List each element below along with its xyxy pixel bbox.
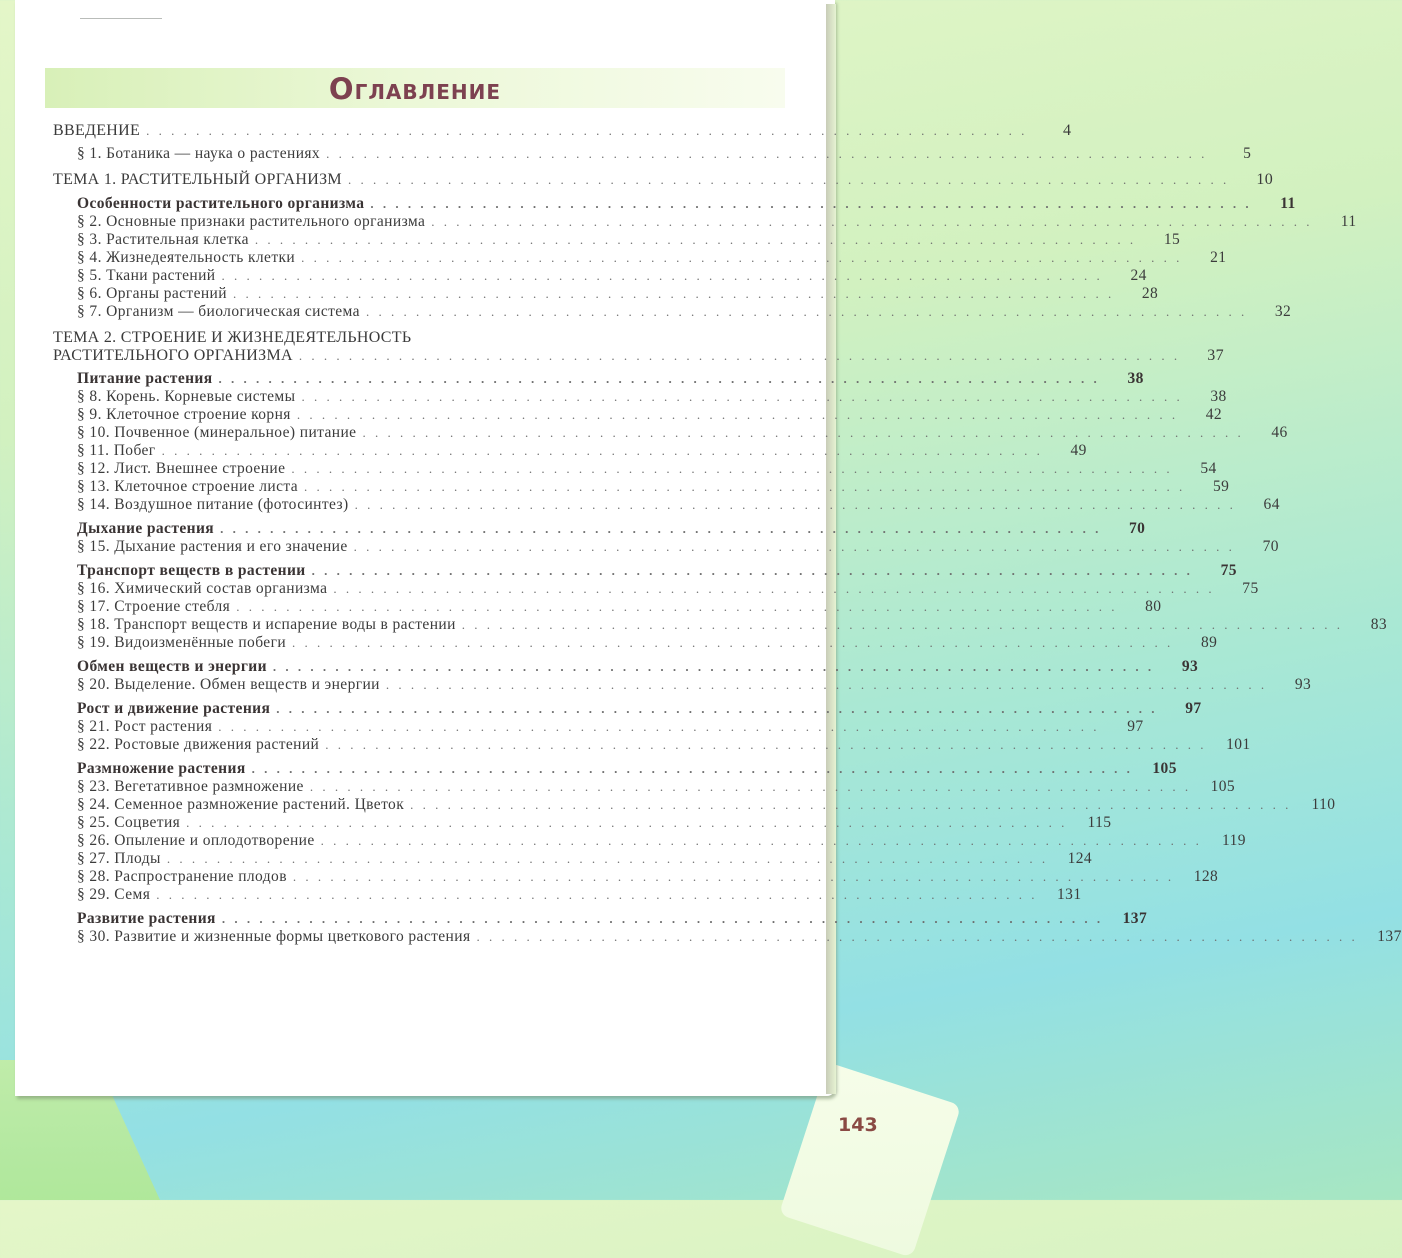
toc-entry-title: § 30. Развитие и жизненные формы цветкового растения (77, 928, 471, 945)
toc-entry-page: 97 (1127, 718, 1144, 735)
toc-entry-p27[interactable] (53, 850, 1093, 868)
toc-entry-title: Обмен веществ и энергии (77, 658, 267, 675)
toc-entry-p1[interactable] (53, 145, 1252, 163)
dot-leader: . . . . . . . . . . . . . . . . . . . . . . . . . . . . . . . . . . . . . . . . . . . . . . . . . . . . . . . . . . . . . . . . . . . . . . . (254, 232, 1137, 247)
dot-leader: . . . . . . . . . . . . . . . . . . . . . . . . . . . . . . . . . . . . . . . . . . . . . . . . . . . . . . . . . . . . . . . . . . . . . . . (304, 479, 1186, 494)
toc-entry-page: 10 (1256, 171, 1274, 188)
toc-entry-title: § 23. Вегетативное размножение (77, 778, 304, 795)
toc-entry-title: § 21. Рост растения (77, 718, 213, 735)
toc-entry-page: 105 (1152, 760, 1177, 777)
page-title: Оглавление (328, 72, 502, 106)
toc-entry-page: 49 (1070, 442, 1087, 459)
toc-entry-page: 137 (1377, 928, 1402, 945)
toc-entry-title: ВВЕДЕНИЕ (53, 122, 141, 139)
toc-entry-p23[interactable] (53, 778, 1236, 796)
toc-entry-page: 64 (1263, 496, 1280, 513)
dot-leader: . . . . . . . . . . . . . . . . . . . . . . . . . . . . . . . . . . . . . . . . . . . . . . . . . . . . . . . . . . . . . . . . . . . . . . . (236, 599, 1118, 614)
toc-entry-page: 32 (1274, 303, 1292, 320)
toc-entry-p2[interactable] (53, 213, 1357, 231)
toc-entry-page: 11 (1340, 213, 1357, 230)
toc-entry-p21[interactable] (53, 718, 1144, 736)
dot-leader: . . . . . . . . . . . . . . . . . . . . . . . . . . . . . . . . . . . . . . . . . . . . . . . . . . . . . . . . . . . . . . . . . . . . . . . (251, 761, 1133, 776)
toc-entry-title: § 26. Опыление и оплодотворение (77, 832, 315, 849)
toc-entry-page: 54 (1200, 460, 1217, 477)
toc-entry-title: Особенности растительного организма (77, 195, 365, 212)
toc-entry-p18[interactable] (53, 616, 1388, 634)
toc-entry-page: 75 (1242, 580, 1259, 597)
dot-leader: . . . . . . . . . . . . . . . . . . . . . . . . . . . . . . . . . . . . . . . . . . . . . . . . . . . . . . . . . . . . . . . . . . . . . . . (146, 123, 1028, 138)
dot-leader: . . . . . . . . . . . . . . . . . . . . . . . . . . . . . . . . . . . . . . . . . . . . . . . . . . . . . . . . . . . . . . . . . . . . . . . (166, 851, 1049, 866)
toc-entry-page: 131 (1057, 886, 1082, 903)
dot-leader: . . . . . . . . . . . . . . . . . . . . . . . . . . . . . . . . . . . . . . . . . . . . . . . . . . . . . . . . . . . . . . . . . . . . . . . (291, 461, 1173, 476)
toc-entry-page: 28 (1141, 285, 1159, 302)
toc-entry-title: Питание растения (77, 370, 213, 387)
dot-leader: . . . . . . . . . . . . . . . . . . . . . . . . . . . . . . . . . . . . . . . . . . . . . . . . . . . . . . . . . . . . . . . . . . . . . . . (410, 797, 1292, 812)
toc-entry-title: Развитие растения (77, 910, 216, 927)
toc-entry-title: § 2. Основные признаки растительного организма (77, 213, 426, 230)
toc-entry-title: § 17. Строение стебля (77, 598, 231, 615)
dot-leader: . . . . . . . . . . . . . . . . . . . . . . . . . . . . . . . . . . . . . . . . . . . . . . . . . . . . . . . . . . . . . . . . . . . . . . . (301, 250, 1183, 265)
dot-leader: . . . . . . . . . . . . . . . . . . . . . . . . . . . . . . . . . . . . . . . . . . . . . . . . . . . . . . . . . . . . . . . . . . . . . . . (161, 443, 1043, 458)
toc-section-nutrition[interactable] (53, 370, 1144, 388)
toc-entry-page: 5 (1243, 145, 1252, 162)
toc-entry-page: 21 (1210, 249, 1227, 266)
dot-leader: . . . . . . . . . . . . . . . . . . . . . . . . . . . . . . . . . . . . . . . . . . . . . . . . . . . . . . . . . . . . . . . . . . . . . . . (298, 348, 1181, 363)
toc-entry-title: Рост и движение растения (77, 700, 271, 717)
toc-entry-p9[interactable] (53, 406, 1223, 424)
toc-entry-p4[interactable] (53, 249, 1227, 267)
toc-entry-title: § 14. Воздушное питание (фотосинтез) (77, 496, 349, 513)
dot-leader: . . . . . . . . . . . . . . . . . . . . . . . . . . . . . . . . . . . . . . . . . . . . . . . . . . . . . . . . . . . . . . . . . . . . . . . (385, 677, 1268, 692)
toc-entry-p22[interactable] (53, 736, 1251, 754)
dot-leader: . . . . . . . . . . . . . . . . . . . . . . . . . . . . . . . . . . . . . . . . . . . . . . . . . . . . . . . . . . . . . . . . . . . . . . . (370, 196, 1252, 211)
toc-entry-title: § 27. Плоды (77, 850, 161, 867)
toc-entry-theme-1[interactable] (53, 171, 1274, 189)
dot-leader: . . . . . . . . . . . . . . . . . . . . . . . . . . . . . . . . . . . . . . . . . . . . . . . . . . . . . . . . . . . . . . . . . . . . . . . (221, 268, 1103, 283)
toc-entry-title: § 13. Клеточное строение листа (77, 478, 299, 495)
dot-leader: . . . . . . . . . . . . . . . . . . . . . . . . . . . . . . . . . . . . . . . . . . . . . . . . . . . . . . . . . . . . . . . . . . . . . . . (301, 389, 1183, 404)
toc-entry-page: 80 (1145, 598, 1162, 615)
toc-entry-title: Размножение растения (77, 760, 246, 777)
dot-leader: . . . . . . . . . . . . . . . . . . . . . . . . . . . . . . . . . . . . . . . . . . . . . . . . . . . . . . . . . . . . . . . . . . . . . . . (476, 929, 1358, 944)
toc-entry-title: РАСТИТЕЛЬНОГО ОРГАНИЗМА (53, 347, 293, 364)
dot-leader: . . . . . . . . . . . . . . . . . . . . . . . . . . . . . . . . . . . . . . . . . . . . . . . . . . . . . . . . . . . . . . . . . . . . . . . (292, 869, 1175, 884)
dot-leader: . . . . . . . . . . . . . . . . . . . . . . . . . . . . . . . . . . . . . . . . . . . . . . . . . . . . . . . . . . . . . . . . . . . . . . . (232, 286, 1115, 301)
dot-leader: . . . . . . . . . . . . . . . . . . . . . . . . . . . . . . . . . . . . . . . . . . . . . . . . . . . . . . . . . . . . . . . . . . . . . . . (326, 146, 1208, 161)
toc-entry-page: 128 (1193, 868, 1219, 885)
dot-leader: . . . . . . . . . . . . . . . . . . . . . . . . . . . . . . . . . . . . . . . . . . . . . . . . . . . . . . . . . . . . . . . . . . . . . . . (218, 719, 1100, 734)
toc-entry-title: § 28. Распространение плодов (77, 868, 287, 885)
toc-entry-title: § 29. Семя (77, 886, 151, 903)
toc-entry-p6[interactable] (53, 285, 1159, 303)
dot-leader: . . . . . . . . . . . . . . . . . . . . . . . . . . . . . . . . . . . . . . . . . . . . . . . . . . . . . . . . . . . . . . . . . . . . . . . (365, 304, 1248, 319)
toc-entry-p30[interactable] (53, 928, 1402, 946)
toc-entry-title: § 6. Органы растений (77, 285, 227, 302)
toc-entry-p24[interactable] (53, 796, 1336, 814)
toc-entry-title: § 19. Видоизменённые побеги (77, 634, 287, 651)
top-rule (80, 18, 162, 19)
toc-entry-page: 101 (1226, 736, 1251, 753)
toc-entry-title: § 24. Семенное размножение растений. Цветок (77, 796, 405, 813)
dot-leader: . . . . . . . . . . . . . . . . . . . . . . . . . . . . . . . . . . . . . . . . . . . . . . . . . . . . . . . . . . . . . . . . . . . . . . . (156, 887, 1038, 902)
toc-entry-p16[interactable] (53, 580, 1259, 598)
page-number: 143 (838, 1114, 878, 1136)
toc-entry-title: ТЕМА 1. РАСТИТЕЛЬНЫЙ ОРГАНИЗМ (53, 171, 342, 188)
toc-entry-page: 137 (1122, 910, 1148, 927)
toc-entry-page: 38 (1127, 370, 1144, 387)
toc-entry-page: 75 (1220, 562, 1237, 579)
toc-entry-page: 105 (1210, 778, 1236, 795)
dot-leader: . . . . . . . . . . . . . . . . . . . . . . . . . . . . . . . . . . . . . . . . . . . . . . . . . . . . . . . . . . . . . . . . . . . . . . . (431, 214, 1313, 229)
toc-entry-p14[interactable] (53, 496, 1280, 514)
toc-entry-p17[interactable] (53, 598, 1162, 616)
toc-entry-intro[interactable] (53, 122, 1072, 140)
toc-entry-title: § 1. Ботаника — наука о растениях (77, 145, 321, 162)
toc-entry-page: 89 (1200, 634, 1218, 651)
dot-leader: . . . . . . . . . . . . . . . . . . . . . . . . . . . . . . . . . . . . . . . . . . . . . . . . . . . . . . . . . . . . . . . . . . . . . . . (221, 911, 1104, 926)
toc-entry-page: 15 (1163, 231, 1181, 248)
toc-section-development[interactable] (53, 910, 1148, 928)
toc-entry-page: 24 (1130, 267, 1147, 284)
toc-entry-title: § 11. Побег (77, 442, 156, 459)
toc-entry-p13[interactable] (53, 478, 1230, 496)
toc-entry-page: 4 (1062, 122, 1072, 139)
toc-entry-title: § 3. Растительная клетка (77, 231, 249, 248)
toc-entry-p12[interactable] (53, 460, 1217, 478)
toc-entry-page: 38 (1210, 388, 1227, 405)
toc-entry-page: 97 (1185, 700, 1202, 717)
dot-leader: . . . . . . . . . . . . . . . . . . . . . . . . . . . . . . . . . . . . . . . . . . . . . . . . . . . . . . . . . . . . . . . . . . . . . . . (309, 779, 1192, 794)
toc-entry-page: 46 (1271, 424, 1288, 441)
toc-entry-page: 124 (1067, 850, 1093, 867)
toc-entry-title: § 22. Ростовые движения растений (77, 736, 320, 753)
toc-entry-p25[interactable] (53, 814, 1112, 832)
toc-entry-page: 93 (1181, 658, 1199, 675)
dot-leader: . . . . . . . . . . . . . . . . . . . . . . . . . . . . . . . . . . . . . . . . . . . . . . . . . . . . . . . . . . . . . . . . . . . . . . . (292, 635, 1174, 650)
toc-section-respiration[interactable] (53, 520, 1146, 538)
toc-section-metabolism[interactable] (53, 658, 1199, 676)
toc-entry-title: § 5. Ткани растений (77, 267, 216, 284)
toc-entry-p7[interactable] (53, 303, 1292, 321)
toc-entry-title: § 10. Почвенное (минеральное) питание (77, 424, 357, 441)
dot-leader: . . . . . . . . . . . . . . . . . . . . . . . . . . . . . . . . . . . . . . . . . . . . . . . . . . . . . . . . . . . . . . . . . . . . . . . (186, 815, 1068, 830)
toc-entry-page: 119 (1222, 832, 1246, 849)
dot-leader: . . . . . . . . . . . . . . . . . . . . . . . . . . . . . . . . . . . . . . . . . . . . . . . . . . . . . . . . . . . . . . . . . . . . . . . (347, 172, 1230, 187)
dot-leader: . . . . . . . . . . . . . . . . . . . . . . . . . . . . . . . . . . . . . . . . . . . . . . . . . . . . . . . . . . . . . . . . . . . . . . . (354, 497, 1236, 512)
dot-leader: . . . . . . . . . . . . . . . . . . . . . . . . . . . . . . . . . . . . . . . . . . . . . . . . . . . . . . . . . . . . . . . . . . . . . . . (218, 371, 1100, 386)
toc-entry-page: 110 (1311, 796, 1336, 813)
toc-entry-p19[interactable] (53, 634, 1218, 652)
toc-entry-p3[interactable] (53, 231, 1181, 249)
dot-leader: . . . . . . . . . . . . . . . . . . . . . . . . . . . . . . . . . . . . . . . . . . . . . . . . . . . . . . . . . . . . . . . . . . . . . . . (362, 425, 1244, 440)
dot-leader: . . . . . . . . . . . . . . . . . . . . . . . . . . . . . . . . . . . . . . . . . . . . . . . . . . . . . . . . . . . . . . . . . . . . . . . (353, 539, 1235, 554)
toc-entry-page: 70 (1262, 538, 1279, 555)
toc-entry-page: 70 (1129, 520, 1146, 537)
dot-leader: . . . . . . . . . . . . . . . . . . . . . . . . . . . . . . . . . . . . . . . . . . . . . . . . . . . . . . . . . . . . . . . . . . . . . . . (220, 521, 1102, 536)
toc-entry-p10[interactable] (53, 424, 1288, 442)
toc-entry-p20[interactable] (53, 676, 1312, 694)
dot-leader: . . . . . . . . . . . . . . . . . . . . . . . . . . . . . . . . . . . . . . . . . . . . . . . . . . . . . . . . . . . . . . . . . . . . . . . (320, 833, 1202, 848)
toc-entry-title: § 20. Выделение. Обмен веществ и энергии (77, 676, 380, 693)
toc-entry-theme-2[interactable] (53, 347, 1225, 365)
toc-entry-title: § 15. Дыхание растения и его значение (77, 538, 348, 555)
toc-entry-title: § 8. Корень. Корневые системы (77, 388, 296, 405)
dot-leader: . . . . . . . . . . . . . . . . . . . . . . . . . . . . . . . . . . . . . . . . . . . . . . . . . . . . . . . . . . . . . . . . . . . . . . . (311, 563, 1193, 578)
toc-section-reproduction[interactable] (53, 760, 1177, 778)
dot-leader: . . . . . . . . . . . . . . . . . . . . . . . . . . . . . . . . . . . . . . . . . . . . . . . . . . . . . . . . . . . . . . . . . . . . . . . (333, 581, 1215, 596)
toc-entry-page: 93 (1294, 676, 1312, 693)
toc-section-growth[interactable] (53, 700, 1202, 718)
toc-entry-title: § 9. Клеточное строение корня (77, 406, 291, 423)
toc-entry-title: § 12. Лист. Внешнее строение (77, 460, 286, 477)
toc-entry-title: Транспорт веществ в растении (77, 562, 306, 579)
toc-entry-p15[interactable] (53, 538, 1279, 556)
table-of-contents (53, 122, 1402, 946)
toc-entry-p11[interactable] (53, 442, 1087, 460)
toc-entry-page: 59 (1212, 478, 1230, 495)
toc-section-transport[interactable] (53, 562, 1237, 580)
toc-entry-p28[interactable] (53, 868, 1219, 886)
toc-entry-title: Дыхание растения (77, 520, 215, 537)
toc-section-features[interactable] (53, 195, 1296, 213)
dot-leader: . . . . . . . . . . . . . . . . . . . . . . . . . . . . . . . . . . . . . . . . . . . . . . . . . . . . . . . . . . . . . . . . . . . . . . . (296, 407, 1179, 422)
dot-leader: . . . . . . . . . . . . . . . . . . . . . . . . . . . . . . . . . . . . . . . . . . . . . . . . . . . . . . . . . . . . . . . . . . . . . . . (272, 659, 1155, 674)
toc-entry-page: 11 (1280, 195, 1296, 212)
toc-entry-title: § 4. Жизнедеятельность клетки (77, 249, 296, 266)
dot-leader: . . . . . . . . . . . . . . . . . . . . . . . . . . . . . . . . . . . . . . . . . . . . . . . . . . . . . . . . . . . . . . . . . . . . . . . (461, 617, 1344, 632)
toc-entry-title: § 25. Соцветия (77, 814, 181, 831)
toc-entry-p8[interactable] (53, 388, 1227, 406)
toc-entry-page: 83 (1370, 616, 1388, 633)
toc-entry-theme-2-line-1[interactable]: ТЕМА 2. СТРОЕНИЕ И ЖИЗНЕДЕЯТЕЛЬНОСТЬ (53, 329, 412, 346)
toc-entry-p5[interactable] (53, 267, 1147, 285)
toc-entry-page: 42 (1205, 406, 1223, 423)
toc-entry-title: § 7. Организм — биологическая система (77, 303, 360, 320)
toc-entry-p29[interactable] (53, 886, 1082, 904)
toc-entry-title: § 16. Химический состав организма (77, 580, 328, 597)
toc-entry-page: 37 (1207, 347, 1225, 364)
dot-leader: . . . . . . . . . . . . . . . . . . . . . . . . . . . . . . . . . . . . . . . . . . . . . . . . . . . . . . . . . . . . . . . . . . . . . . . (276, 701, 1158, 716)
toc-entry-title: § 18. Транспорт веществ и испарение воды в растении (77, 616, 456, 633)
dot-leader: . . . . . . . . . . . . . . . . . . . . . . . . . . . . . . . . . . . . . . . . . . . . . . . . . . . . . . . . . . . . . . . . . . . . . . . (325, 737, 1207, 752)
toc-entry-page: 115 (1087, 814, 1112, 831)
toc-entry-p26[interactable] (53, 832, 1246, 850)
